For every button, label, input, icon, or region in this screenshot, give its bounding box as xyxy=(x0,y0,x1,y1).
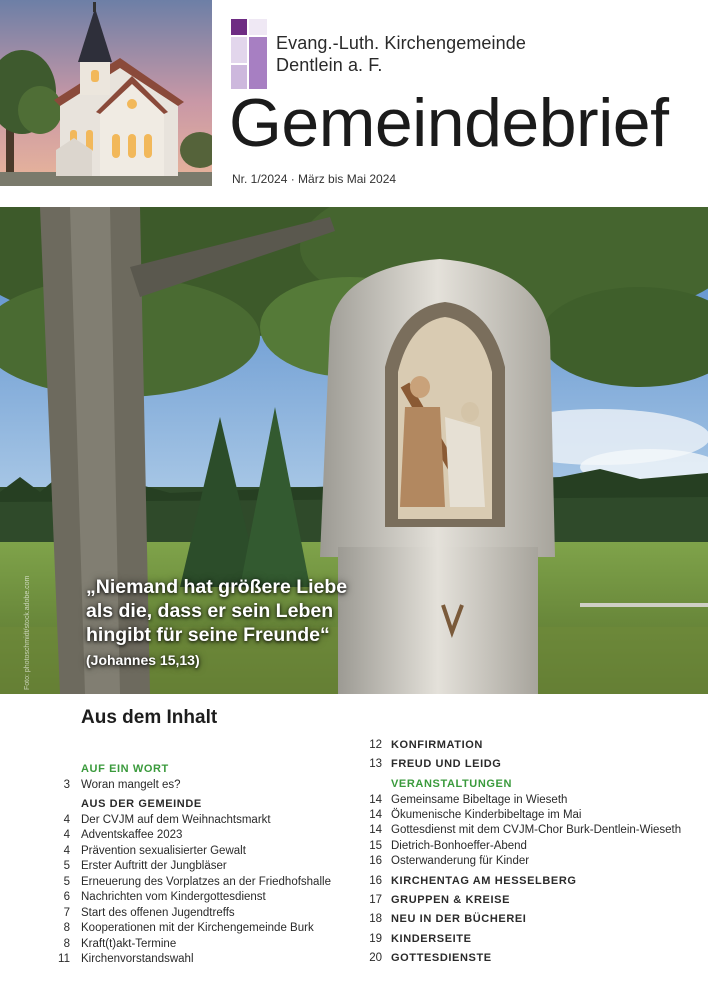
contents-entry-title: Nachrichten vom Kindergottesdienst xyxy=(81,891,266,903)
contents-entry-title: KINDERSEITE xyxy=(391,933,472,945)
contents-entry-title: AUS DER GEMEINDE xyxy=(81,798,202,810)
quote-text: „Niemand hat größere Liebe als die, dass er sein Leben hingibt für seine Freunde“ xyxy=(86,576,348,646)
contents-page-number: 20 xyxy=(369,952,382,964)
contents-entry-title: Erster Auftritt der Jungbläser xyxy=(81,860,227,872)
contents-page-number: 15 xyxy=(369,840,382,852)
contents-heading: Aus dem Inhalt xyxy=(81,707,218,728)
contents-page-number: 4 xyxy=(63,845,70,857)
contents-entry-title: Gemeinsame Bibeltage in Wieseth xyxy=(391,794,568,806)
photo-credit: Foto: photoschmidt/stock.adobe.com xyxy=(24,575,31,690)
contents-entry-title: Start des offenen Jugendtreffs xyxy=(81,907,235,919)
contents-page-number: 16 xyxy=(369,855,382,867)
contents-page-number: 14 xyxy=(369,824,382,836)
contents-entry-title: Adventskaffee 2023 xyxy=(81,829,183,841)
contents-entry-title: VERANSTALTUNGEN xyxy=(391,778,513,790)
contents-page-number: 16 xyxy=(369,875,382,887)
contents-page-number: 11 xyxy=(58,953,70,965)
contents-entry-title: Woran mangelt es? xyxy=(81,779,181,791)
contents-entry-title: GOTTESDIENSTE xyxy=(391,952,492,964)
contents-entry-title: Gottesdienst mit dem CVJM-Chor Burk-Dentlein-Wieseth xyxy=(391,824,682,836)
contents-page-number: 8 xyxy=(63,922,70,934)
contents-page-number: 3 xyxy=(63,779,70,791)
contents-entry-title: NEU IN DER BÜCHEREI xyxy=(391,913,527,925)
contents-entry-title: AUF EIN WORT xyxy=(81,763,169,775)
church-photo xyxy=(0,0,212,186)
contents-entry-title: Dietrich-Bonhoeffer-Abend xyxy=(391,840,527,852)
contents-page-number: 14 xyxy=(369,794,382,806)
issue-info: Nr. 1/2024 · März bis Mai 2024 xyxy=(232,172,397,186)
contents-entry-title: GRUPPEN & KREISE xyxy=(391,894,511,906)
contents-page-number: 12 xyxy=(369,739,382,751)
contents-entry-title: Osterwanderung für Kinder xyxy=(391,855,530,867)
contents-page-number: 8 xyxy=(63,938,70,950)
contents-page-number: 6 xyxy=(63,891,70,903)
contents-page-number: 7 xyxy=(63,907,70,919)
quote-reference: (Johannes 15,13) xyxy=(86,652,200,668)
church-logo xyxy=(231,19,267,89)
contents-page-number: 5 xyxy=(63,876,70,888)
contents-entry-title: Prävention sexualisierter Gewalt xyxy=(81,845,246,857)
organization-location: Dentlein a. F. xyxy=(276,55,383,75)
contents-page-number: 4 xyxy=(63,814,70,826)
contents-page-number: 5 xyxy=(63,860,70,872)
contents-entry-title: Kraft(t)akt-Termine xyxy=(81,938,177,950)
contents-page-number: 4 xyxy=(63,829,70,841)
contents-page-number: 13 xyxy=(369,758,382,770)
contents-page-number: 17 xyxy=(369,894,382,906)
contents-entry-title: Kirchenvorstandswahl xyxy=(81,953,194,965)
contents-entry-title: FREUD UND LEIDG xyxy=(391,758,502,770)
contents-entry-title: KIRCHENTAG AM HESSELBERG xyxy=(391,875,577,887)
cover-quote xyxy=(86,575,366,672)
contents-page-number: 19 xyxy=(369,933,382,945)
contents-entry-title: Ökumenische Kinderbibeltage im Mai xyxy=(391,809,582,821)
contents-page-number: 14 xyxy=(369,809,382,821)
contents-entry-title: Erneuerung des Vorplatzes an der Friedhofshalle xyxy=(81,876,331,888)
contents-page-number: 18 xyxy=(369,913,382,925)
contents-entry-title: Kooperationen mit der Kirchengemeinde Burk xyxy=(81,922,314,934)
contents-entry-title: Der CVJM auf dem Weihnachtsmarkt xyxy=(81,814,271,826)
contents-entry-title: KONFIRMATION xyxy=(391,739,483,751)
organization-name: Evang.-Luth. Kirchengemeinde xyxy=(276,33,526,53)
publication-title: Gemeindebrief xyxy=(229,85,669,161)
